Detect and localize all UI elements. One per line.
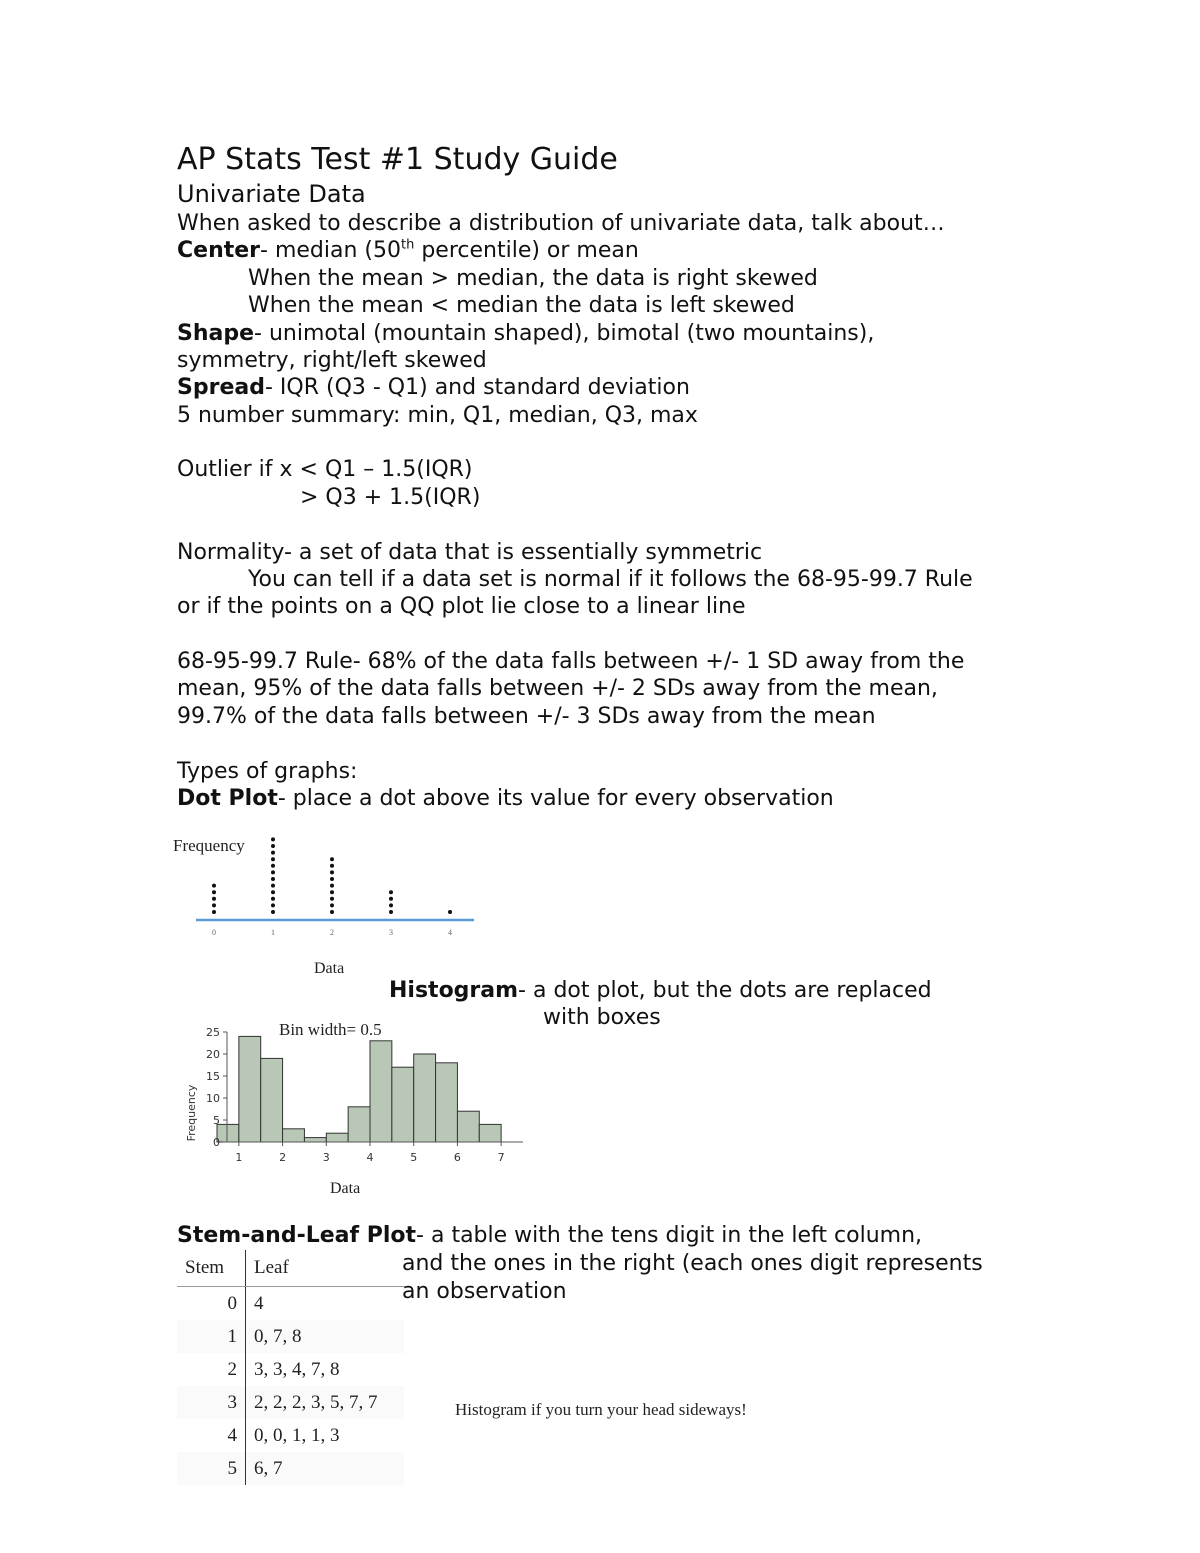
stemleaf-def-3: an observation: [402, 1279, 567, 1304]
dot-point: [212, 884, 216, 888]
stemleaf-def: - a table with the tens digit in the left column,: [416, 1223, 923, 1248]
stemleaf-term: Stem-and-Leaf Plot: [177, 1223, 417, 1248]
stem-cell: 1: [177, 1320, 246, 1353]
graphs-heading: Types of graphs:: [177, 759, 358, 784]
dotplot-tick-label: 3: [389, 928, 393, 937]
five-number-summary: 5 number summary: min, Q1, median, Q3, max: [177, 403, 698, 428]
dot-point: [389, 910, 393, 914]
dotplot-tick-label: 0: [212, 928, 216, 937]
histogram-bar: [217, 1124, 239, 1142]
rule-line-1: 68-95-99.7 Rule- 68% of the data falls between +/- 1 SD away from the: [177, 649, 965, 674]
table-row: [177, 1452, 404, 1485]
shape-def: - unimotal (mountain shaped), bimotal (two mountains),: [254, 321, 875, 346]
center-left-skew: When the mean < median the data is left skewed: [248, 293, 795, 318]
stem-cell: 5: [177, 1452, 246, 1485]
dotplot-term: Dot Plot: [177, 786, 278, 811]
dot-point: [212, 890, 216, 894]
center-line: [177, 237, 639, 264]
stem-leaf-header: [177, 1250, 404, 1287]
dotplot-xlabel: Data: [314, 960, 345, 977]
dotplot-tick-label: 4: [448, 928, 452, 937]
histogram-y-tick-label: 0: [213, 1136, 220, 1149]
histogram-x-tick-label: 3: [322, 1151, 330, 1164]
stem-cell: 4: [177, 1419, 246, 1452]
stem-header: Stem: [177, 1250, 246, 1287]
stem-leaf-table: [177, 1250, 404, 1485]
dot-point: [271, 910, 275, 914]
histogram-x-tick-label: 6: [453, 1151, 461, 1164]
histogram-bar: [457, 1111, 479, 1142]
dot-point: [330, 890, 334, 894]
center-term: Center: [177, 238, 261, 263]
histogram-bar: [479, 1124, 501, 1142]
dot-point: [389, 897, 393, 901]
normality-line-2: You can tell if a data set is normal if it follows the 68-95-99.7 Rule: [248, 567, 973, 592]
dot-point: [271, 870, 275, 874]
shape-cont: symmetry, right/left skewed: [177, 348, 487, 373]
histogram-xlabel: Data: [330, 1180, 361, 1197]
center-def: - median (50: [260, 238, 401, 263]
rule-line-3: 99.7% of the data falls between +/- 3 SDs away from the mean: [177, 704, 876, 729]
dot-point: [271, 864, 275, 868]
dot-point: [330, 864, 334, 868]
section-heading: Univariate Data: [177, 180, 366, 208]
dot-point: [271, 897, 275, 901]
histogram-bar: [283, 1129, 305, 1142]
leaf-cell: 6, 7: [246, 1452, 405, 1485]
stem-cell: 0: [177, 1287, 246, 1321]
histogram-bar: [370, 1041, 392, 1142]
dot-point: [271, 837, 275, 841]
table-row: [177, 1353, 404, 1386]
dot-point: [330, 903, 334, 907]
histogram-chart: [175, 1015, 535, 1200]
dot-point: [330, 870, 334, 874]
dot-point: [271, 857, 275, 861]
outlier-line-1: Outlier if x < Q1 – 1.5(IQR): [177, 457, 473, 482]
normality-line-3: or if the points on a QQ plot lie close to a linear line: [177, 594, 746, 619]
dot-plot-chart: [160, 825, 500, 985]
spread-line: [177, 374, 690, 401]
page-title: AP Stats Test #1 Study Guide: [177, 142, 618, 177]
dot-point: [330, 857, 334, 861]
dotplot-def: - place a dot above its value for every observation: [277, 786, 834, 811]
intro-text: When asked to describe a distribution of univariate data, talk about…: [177, 211, 945, 236]
dot-point: [212, 897, 216, 901]
rule-line-2: mean, 95% of the data falls between +/- 2 SDs away from the mean,: [177, 676, 938, 701]
shape-term: Shape: [177, 321, 255, 346]
histogram-x-tick-label: 7: [497, 1151, 505, 1164]
dot-point: [271, 844, 275, 848]
histogram-y-tick-label: 5: [213, 1114, 220, 1127]
dot-point: [389, 903, 393, 907]
dot-point: [212, 903, 216, 907]
histogram-bar: [414, 1054, 436, 1142]
histogram-def-2: with boxes: [543, 1005, 661, 1030]
histogram-x-tick-label: 2: [279, 1151, 287, 1164]
table-row: [177, 1287, 404, 1321]
spread-def: - IQR (Q3 - Q1) and standard deviation: [264, 375, 690, 400]
center-def-end: percentile) or mean: [414, 238, 639, 263]
histogram-bar: [436, 1063, 458, 1142]
stem-cell: 2: [177, 1353, 246, 1386]
histogram-ylabel: Frequency: [185, 1084, 198, 1142]
histogram-bar: [261, 1058, 283, 1142]
normality-line-1: Normality- a set of data that is essentially symmetric: [177, 540, 763, 565]
dot-point: [271, 903, 275, 907]
histogram-y-tick-label: 15: [206, 1070, 220, 1083]
histogram-bar: [392, 1067, 414, 1142]
dot-point: [330, 897, 334, 901]
table-row: [177, 1320, 404, 1353]
outlier-line-2: > Q3 + 1.5(IQR): [300, 485, 481, 510]
spread-term: Spread: [177, 375, 265, 400]
histogram-bar: [326, 1133, 348, 1142]
dot-point: [271, 851, 275, 855]
leaf-header: Leaf: [246, 1250, 405, 1287]
dot-point: [448, 910, 452, 914]
dot-point: [271, 877, 275, 881]
dotplot-line: [177, 785, 834, 812]
histogram-bar: [348, 1107, 370, 1142]
stemleaf-def-2: and the ones in the right (each ones digit represents: [402, 1251, 983, 1276]
leaf-cell: 3, 3, 4, 7, 8: [254, 1358, 340, 1380]
histogram-x-tick-label: 4: [366, 1151, 374, 1164]
histogram-x-tick-label: 1: [235, 1151, 243, 1164]
dot-point: [271, 890, 275, 894]
dot-point: [271, 884, 275, 888]
dot-point: [330, 910, 334, 914]
histogram-title: Bin width= 0.5: [279, 1020, 382, 1039]
histogram-y-tick-label: 10: [206, 1092, 220, 1105]
leaf-cell: 0, 0, 1, 1, 3: [254, 1424, 340, 1446]
histogram-bar: [304, 1138, 326, 1142]
histogram-term: Histogram: [389, 978, 519, 1003]
dot-point: [330, 877, 334, 881]
histogram-def: - a dot plot, but the dots are replaced: [518, 978, 932, 1003]
dot-point: [389, 890, 393, 894]
histogram-y-tick-label: 20: [206, 1048, 220, 1061]
table-row: [177, 1419, 404, 1452]
histogram-bar: [239, 1036, 261, 1142]
stemleaf-line: [177, 1222, 922, 1249]
leaf-cell: 0, 7, 8: [246, 1320, 405, 1353]
table-row: [177, 1386, 404, 1419]
histogram-x-tick-label: 5: [410, 1151, 418, 1164]
dot-point: [212, 910, 216, 914]
center-right-skew: When the mean > median, the data is right skewed: [248, 266, 818, 291]
leaf-cell: 2, 2, 2, 3, 5, 7, 7: [246, 1386, 405, 1419]
histogram-y-tick-label: 25: [206, 1026, 220, 1039]
dotplot-tick-label: 2: [330, 928, 334, 937]
dotplot-ylabel: Frequency: [173, 836, 245, 855]
center-sup: th: [401, 237, 415, 253]
stem-cell: 3: [177, 1386, 246, 1419]
dotplot-tick-label: 1: [271, 928, 275, 937]
histogram-line: [389, 977, 932, 1004]
dot-point: [330, 884, 334, 888]
leaf-cell: 4: [254, 1292, 264, 1314]
shape-line: [177, 320, 874, 347]
stemleaf-note: Histogram if you turn your head sideways!: [455, 1400, 747, 1419]
